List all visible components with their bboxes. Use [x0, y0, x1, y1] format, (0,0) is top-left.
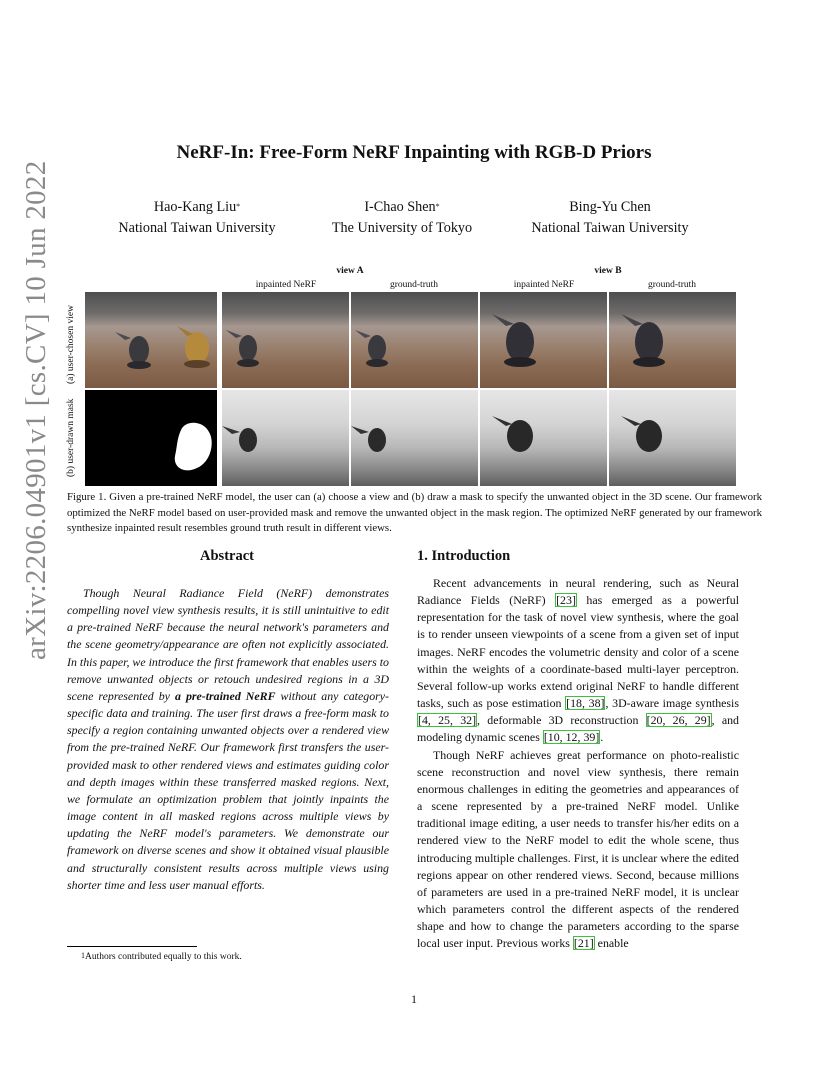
citation-link[interactable]: [4, 25, 32]: [418, 713, 477, 728]
author-name: Hao-Kang Liu: [153, 199, 237, 215]
ground-truth-image: [351, 292, 478, 388]
intro-text: enable: [594, 936, 629, 951]
abstract-text: Though Neural Radiance Field (NeRF) demonstrates compelling novel view synthesis results, it is still unintuitive to edit a pre-trained NeRF because the neural network's parameters and the scene geometry/appearance are often not explicitly associated. In this paper, we introduce the first framework that enables users to remove unwanted objects or retouch undesired regions in a 3D scene represented by: [67, 586, 389, 703]
introduction-body: [417, 575, 739, 952]
author-name: Bing-Yu Chen: [569, 199, 651, 215]
citation-link[interactable]: [20, 26, 29]: [646, 713, 711, 728]
footnote-mark: 1: [81, 951, 85, 960]
author-affiliation: National Taiwan University: [118, 220, 276, 236]
figure-divider: [218, 292, 220, 486]
column-label: ground-truth: [647, 280, 697, 290]
user-drawn-mask-image: [85, 390, 217, 486]
introduction-heading: 1. Introduction: [417, 548, 511, 564]
intro-text: , 3D-aware image synthesis: [605, 696, 739, 711]
inpainted-image: [480, 292, 607, 388]
arxiv-identifier: arXiv:2206.04901v1 [cs.CV] 10 Jun 2022: [20, 160, 52, 660]
author-name: I-Chao Shen: [364, 199, 436, 215]
intro-text: Though NeRF achieves great performance on photo-realistic scene reconstruction and novel view synthesis, there remain enormous challenges in editing the geometries and appearances of a scene represented by a pre-trained NeRF model. Unlike traditional image editing, a user needs to transfer his/her edits on a rendered view to the NeRF model to edit the whole scene, thus introducing multiple challenges. First, it is unclear where the edited regions appear on other rendered views. Second, because millions of parameters are used in a pre-trained NeRF model, it is unclear which parameters control the different aspects of the rendered shape and how to change the parameters according to the sparse local user input. Previous works: [417, 747, 739, 951]
ground-truth-image: [609, 292, 736, 388]
intro-paragraph-2: [417, 747, 739, 953]
citation-link[interactable]: [10, 12, 39]: [543, 730, 600, 745]
inpainted-image: [222, 292, 349, 388]
author-2: [308, 197, 496, 239]
citation-link[interactable]: [21]: [573, 936, 594, 951]
column-label: ground-truth: [389, 280, 439, 290]
row-label: (a) user-chosen view: [66, 305, 76, 384]
intro-text: Recent advancements in neural rendering, such as Neural Radiance Fields (NeRF): [417, 576, 739, 608]
abstract-body: [67, 585, 389, 894]
intro-text: has emerged as a powerful representation for the task of novel view synthesis, where the goal is to render unseen viewpoints of a scene from a given set of input images. NeRF encodes the volumetric density and color of a scene within the weights of a coordinate-based multi-layer perceptron. Several follow-up works extend original NeRF to handle different tasks, such as pose estimation: [417, 593, 739, 711]
column-label: inpainted NeRF: [255, 280, 317, 290]
view-a-label: view A: [336, 266, 364, 276]
equal-contrib-mark: *: [435, 202, 440, 211]
intro-paragraph-1: [417, 575, 739, 747]
author-affiliation: The University of Tokyo: [331, 220, 473, 236]
intro-text: , and modeling dynamic scenes: [417, 713, 739, 745]
intro-text: .: [600, 730, 604, 745]
inpainted-depth-image: [480, 390, 607, 486]
citation-link[interactable]: [18, 38]: [566, 696, 605, 711]
abstract-text: without any category-specific data and training. The user first draws a free-form mask to specify a region containing unwanted objects over a rendered view from the pre-trained NeRF. Our framework first transfers the user-provided mask to other rendered views and estimates guiding color and depth images within these transferred masked regions. Next, we formulate an optimization problem that jointly inpaints the image content in all masked regions across multiple views by updating the NeRF model's parameters. We demonstrate our framework on diverse scenes and show it obtained visual plausible and structurally consistent results across multiple views using shorter time and less user manual efforts.: [67, 688, 390, 892]
column-label: inpainted NeRF: [513, 280, 575, 290]
footnote-rule: [67, 946, 197, 947]
user-chosen-view-image: [85, 292, 217, 388]
equal-contrib-mark: *: [236, 202, 241, 211]
abstract-emphasis: a pre-trained NeRF: [174, 688, 276, 703]
abstract-heading: Abstract: [200, 548, 254, 564]
paper-title: NeRF-In: Free-Form NeRF Inpainting with RGB-D Priors: [176, 142, 652, 163]
view-b-label: view B: [594, 266, 622, 276]
ground-truth-depth-image: [609, 390, 736, 486]
ground-truth-depth-image: [351, 390, 478, 486]
inpainted-depth-image: [222, 390, 349, 486]
footnote-text: Authors contributed equally to this work.: [85, 952, 242, 962]
intro-text: , deformable 3D reconstruction: [477, 713, 646, 728]
author-3: [505, 197, 715, 239]
citation-link[interactable]: [23]: [556, 593, 576, 608]
row-label: (b) user-drawn mask: [66, 398, 76, 477]
author-1: [92, 197, 302, 239]
author-affiliation: National Taiwan University: [531, 220, 689, 236]
footnote: [67, 952, 242, 962]
page-number: 1: [411, 992, 417, 1006]
figure-caption: Figure 1. Given a pre-trained NeRF model, the user can (a) choose a view and (b) draw a mask to specify the unwanted object in the 3D scene. Our framework optimized the NeRF model based on user-provided mask and remove the unwanted object in the mask region. The optimized NeRF generated by our framework synthesize inpainted result resembles ground truth result in different views.: [67, 491, 762, 535]
